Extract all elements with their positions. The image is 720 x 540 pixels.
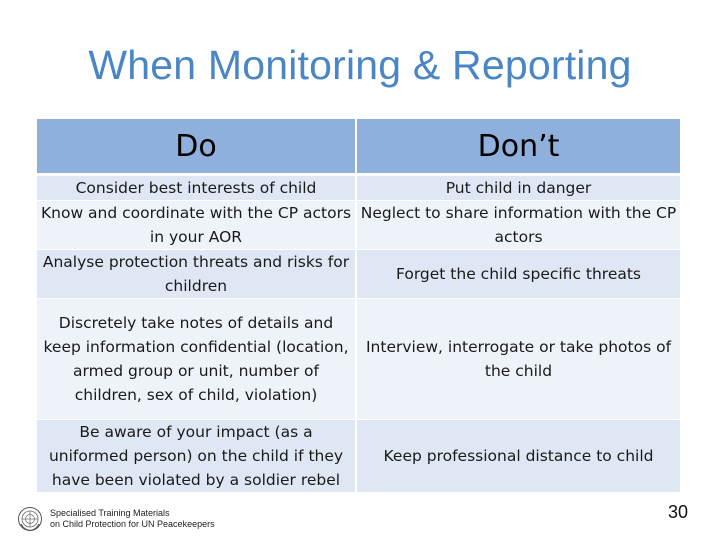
do-cell: Be aware of your impact (as a uniformed person) on the child if they have been violated by a soldier rebel bbox=[37, 420, 357, 493]
footer-caption bbox=[50, 508, 215, 530]
table-row bbox=[37, 299, 680, 420]
header-do: Do bbox=[37, 119, 357, 176]
page-number: 30 bbox=[667, 502, 688, 522]
do-cell: Consider best interests of child bbox=[37, 176, 357, 201]
dont-cell: Forget the child specific threats bbox=[357, 250, 680, 299]
do-cell: Know and coordinate with the CP actors in your AOR bbox=[37, 201, 357, 250]
slide-title: When Monitoring & Reporting bbox=[88, 42, 632, 88]
dont-cell: Neglect to share information with the CP actors bbox=[357, 201, 680, 250]
do-cell: Discretely take notes of details and keep information confidential (location, armed group or unit, number of children, sex of child, violation) bbox=[37, 299, 357, 420]
do-cell: Analyse protection threats and risks for children bbox=[37, 250, 357, 299]
dont-cell: Put child in danger bbox=[357, 176, 680, 201]
table-row bbox=[37, 420, 680, 493]
footer-line-2: on Child Protection for UN Peacekeepers bbox=[50, 519, 215, 529]
dont-cell: Keep professional distance to child bbox=[357, 420, 680, 493]
do-dont-table bbox=[37, 119, 680, 493]
header-dont: Don’t bbox=[357, 119, 680, 176]
footer-line-1: Specialised Training Materials bbox=[50, 508, 170, 518]
dont-cell: Interview, interrogate or take photos of the child bbox=[357, 299, 680, 420]
table-row bbox=[37, 250, 680, 299]
table-row bbox=[37, 176, 680, 201]
un-emblem-icon bbox=[17, 506, 43, 532]
table-row bbox=[37, 201, 680, 250]
